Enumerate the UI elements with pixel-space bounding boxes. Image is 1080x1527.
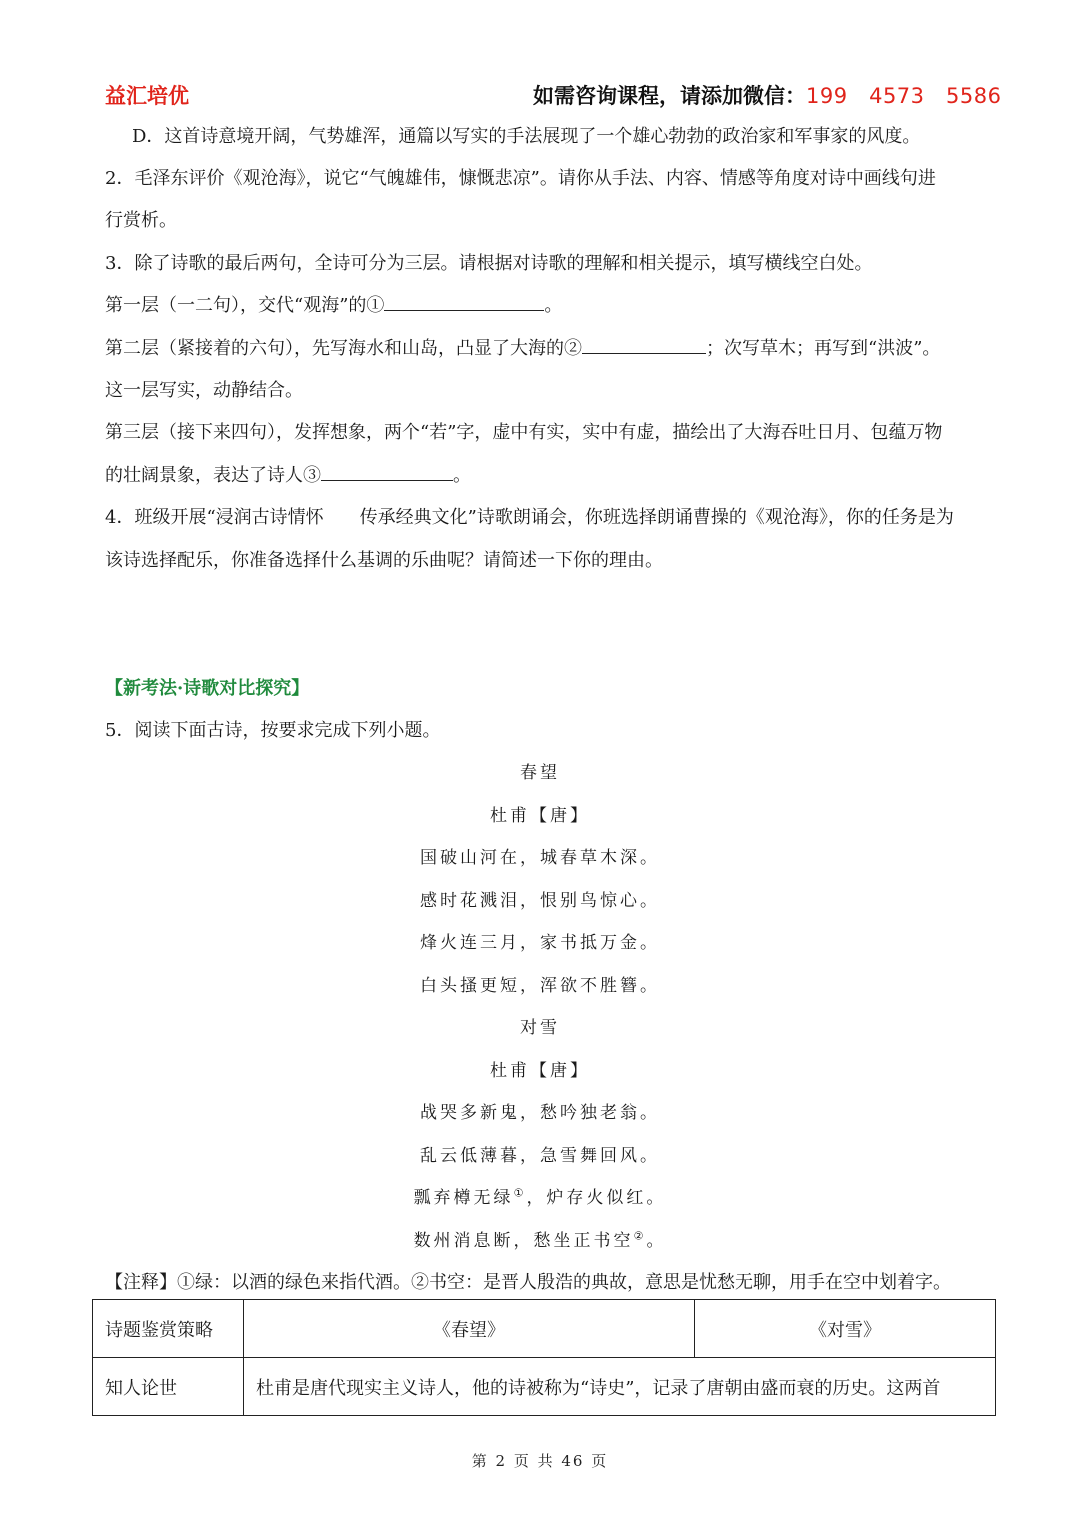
table-header-strategy: 诗题鉴赏策略 bbox=[93, 1300, 244, 1358]
brand-name: 益汇培优 bbox=[105, 84, 189, 108]
poem-2-line4-a: 数州消息断，愁坐正书空 bbox=[413, 1231, 634, 1251]
layer-3-end: 。 bbox=[453, 465, 471, 486]
poem-1-author: 杜甫【唐】 bbox=[490, 806, 590, 826]
footnote-ref-1: ① bbox=[513, 1186, 527, 1200]
poem-1-title: 春望 bbox=[520, 763, 560, 783]
table-row bbox=[93, 1358, 996, 1416]
wechat-phone: 199 4573 5586 bbox=[806, 84, 1002, 108]
page-number: 第 2 页 共 46 页 bbox=[471, 1452, 609, 1470]
table-header-poem-2: 《对雪》 bbox=[695, 1300, 996, 1358]
footnote-ref-2: ② bbox=[633, 1229, 647, 1243]
table-header-poem-1: 《春望》 bbox=[244, 1300, 695, 1358]
poem-2-title: 对雪 bbox=[520, 1018, 560, 1038]
poem-1-line: 国破山河在，城春草木深。 bbox=[420, 848, 660, 868]
appreciation-table bbox=[92, 1299, 996, 1416]
poem-2-line: 战哭多新鬼，愁吟独老翁。 bbox=[420, 1103, 660, 1123]
question-5-intro: 5．阅读下面古诗，按要求完成下列小题。 bbox=[105, 720, 441, 741]
poem-2-line4-b: 。 bbox=[646, 1231, 667, 1251]
question-3-intro: 3．除了诗歌的最后两句，全诗可分为三层。请根据对诗歌的理解和相关提示，填写横线空白处。 bbox=[105, 253, 873, 274]
layer-1 bbox=[105, 291, 562, 317]
contact-label: 如需咨询课程，请添加微信： bbox=[533, 84, 806, 108]
answer-blank-2[interactable] bbox=[582, 335, 706, 354]
contact-info bbox=[533, 80, 1001, 110]
layer-1-end: 。 bbox=[544, 295, 563, 316]
layer-2 bbox=[105, 334, 940, 360]
layer-3-text: 的壮阔景象，表达了诗人③ bbox=[105, 465, 321, 486]
table-row-label: 知人论世 bbox=[93, 1358, 244, 1416]
question-4-line1: 4．班级开展“浸润古诗情怀 传承经典文化”诗歌朗诵会，你班选择朗诵曹操的《观沧海》，你的任务是为 bbox=[105, 507, 954, 528]
table-row-content: 杜甫是唐代现实主义诗人，他的诗被称为“诗史”，记录了唐朝由盛而衰的历史。这两首 bbox=[244, 1358, 996, 1416]
annotation-note: 【注释】①绿：以酒的绿色来指代酒。②书空：是晋人殷浩的典故，意思是忧愁无聊，用手在空中划着字。 bbox=[105, 1272, 951, 1293]
layer-2-rest: ；次写草木；再写到“洪波”。 bbox=[706, 338, 941, 359]
poem-2-line: 乱云低薄暮，急雪舞回风。 bbox=[420, 1146, 660, 1166]
poem-1-line: 感时花溅泪，恨别鸟惊心。 bbox=[420, 891, 660, 911]
poem-1-line: 烽火连三月，家书抵万金。 bbox=[420, 933, 660, 953]
layer-2-text: 第二层（紧接着的六句），先写海水和山岛，凸显了大海的② bbox=[105, 338, 582, 359]
layer-3-line1: 第三层（接下来四句），发挥想象，两个“若”字，虚中有实，实中有虚，描绘出了大海吞吐日月、包蕴万物 bbox=[105, 422, 943, 443]
section-title: 【新考法·诗歌对比探究】 bbox=[105, 678, 310, 699]
layer-3-line2 bbox=[105, 461, 471, 487]
question-2-line1: 2．毛泽东评价《观沧海》，说它“气魄雄伟，慷慨悲凉”。请你从手法、内容、情感等角度对诗中画线句进 bbox=[105, 168, 936, 189]
layer-2-line2: 这一层写实，动静结合。 bbox=[105, 380, 303, 401]
poem-2-line bbox=[0, 1183, 1080, 1208]
poem-1-line: 白头搔更短，浑欲不胜簪。 bbox=[420, 976, 660, 996]
poem-2-author: 杜甫【唐】 bbox=[490, 1061, 590, 1081]
answer-blank-1[interactable] bbox=[384, 292, 544, 311]
answer-blank-3[interactable] bbox=[321, 462, 453, 481]
question-2-line2: 行赏析。 bbox=[105, 210, 177, 231]
poem-2-line3-a: 瓢弃樽无绿 bbox=[413, 1188, 514, 1208]
option-d: D．这首诗意境开阔，气势雄浑，通篇以写实的手法展现了一个雄心勃勃的政治家和军事家的风度。 bbox=[132, 126, 921, 147]
layer-1-text: 第一层（一二句），交代“观海”的① bbox=[105, 295, 385, 316]
poem-2-line bbox=[0, 1226, 1080, 1251]
table-header-row bbox=[93, 1300, 996, 1358]
poem-2-line3-b: ，炉存火似红。 bbox=[526, 1188, 667, 1208]
question-4-line2: 该诗选择配乐，你准备选择什么基调的乐曲呢？请简述一下你的理由。 bbox=[105, 550, 663, 571]
